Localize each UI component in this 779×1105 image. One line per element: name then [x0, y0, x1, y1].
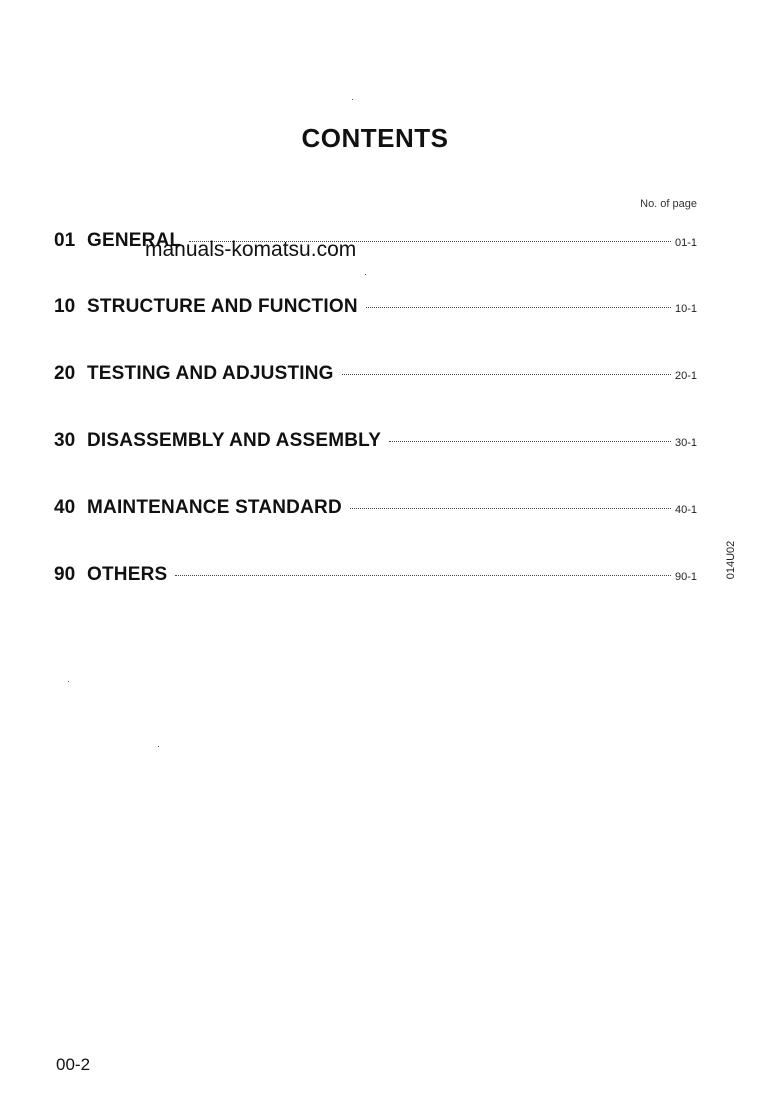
toc-entry-maintenance-standard[interactable] [54, 497, 697, 519]
dot-leader [342, 373, 671, 375]
toc-page-number: 90-1 [674, 571, 697, 583]
toc-page-number: 10-1 [674, 303, 697, 315]
page-column-label: No. of page [640, 198, 697, 210]
toc-entry-disassembly-and-assembly[interactable] [54, 430, 697, 452]
toc-label: MAINTENANCE STANDARD [87, 497, 342, 518]
toc-page-number: 01-1 [674, 237, 697, 249]
toc-number: 01 [54, 230, 76, 251]
toc-page-number: 20-1 [674, 370, 697, 382]
scan-speck [365, 274, 366, 275]
toc-number: 20 [54, 363, 76, 384]
toc-page-number: 40-1 [674, 504, 697, 516]
scan-speck [158, 746, 159, 747]
dot-leader [350, 507, 671, 509]
toc-number: 40 [54, 497, 76, 518]
toc-label: GENERAL [87, 230, 182, 251]
toc-label: DISASSEMBLY AND ASSEMBLY [87, 430, 382, 451]
dot-leader [366, 306, 671, 308]
page-title: CONTENTS [301, 123, 449, 153]
toc-page-number: 30-1 [674, 437, 697, 449]
side-document-code: 014U02 [725, 540, 737, 580]
scan-speck [352, 99, 353, 100]
toc-number: 10 [54, 296, 76, 317]
toc-label: OTHERS [87, 564, 168, 585]
dot-leader [175, 574, 671, 576]
scan-speck [68, 681, 69, 682]
watermark-text: manuals-komatsu.com [145, 238, 357, 261]
footer-page-number: 00-2 [56, 1055, 91, 1074]
toc-entry-structure-and-function[interactable] [54, 296, 697, 318]
toc-number: 90 [54, 564, 76, 585]
toc-entry-others[interactable] [54, 564, 697, 586]
toc-entry-testing-and-adjusting[interactable] [54, 363, 697, 385]
dot-leader [389, 440, 671, 442]
toc-label: STRUCTURE AND FUNCTION [87, 296, 358, 317]
toc-number: 30 [54, 430, 76, 451]
toc-label: TESTING AND ADJUSTING [87, 363, 334, 384]
